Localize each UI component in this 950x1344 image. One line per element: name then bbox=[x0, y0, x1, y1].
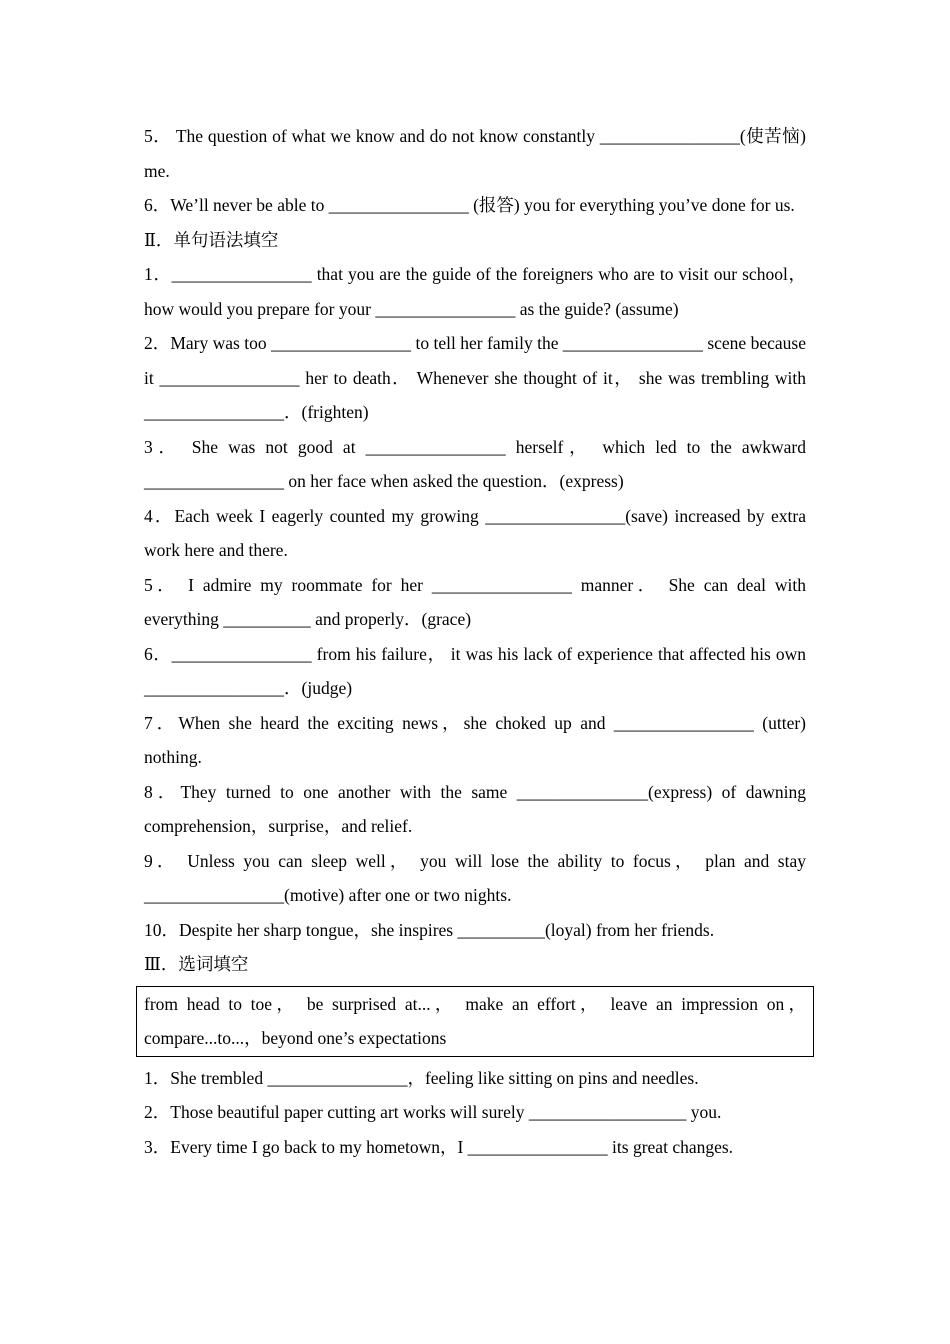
word-bank-box bbox=[136, 986, 814, 1057]
word-bank-text: from head to toe， be surprised at...， make an effort， leave an impression on，compare...to...，beyond one’s expectations bbox=[144, 993, 806, 1048]
exercise-item: 5． The question of what we know and do not know constantly ________________(使苦恼) me. bbox=[144, 126, 806, 181]
exercise-item: 2．Those beautiful paper cutting art works will surely __________________ you. bbox=[144, 1102, 722, 1122]
exercise-item: 5． I admire my roommate for her ________________ manner． She can deal with everything __________ and properly．(grace) bbox=[144, 574, 806, 629]
exercise-item: 8．They turned to one another with the same _______________(express) of dawning comprehension，surprise，and relief. bbox=[144, 781, 806, 836]
exercise-item: 4．Each week I eagerly counted my growing ________________(save) increased by extra work here and there. bbox=[144, 505, 806, 560]
exercise-item: 10．Despite her sharp tongue，she inspires __________(loyal) from her friends. bbox=[144, 919, 715, 940]
exercise-content bbox=[144, 119, 806, 1164]
exercise-item: 9． Unless you can sleep well， you will lose the ability to focus， plan and stay ________________(motive) after one or two nights. bbox=[144, 850, 806, 905]
exercise-item: 1．________________ that you are the guide of the foreigners who are to visit our school，how would you prepare for your ________________ as the guide? (assume) bbox=[144, 264, 806, 319]
exercise-item: 3． She was not good at ________________ herself， which led to the awkward ________________ on her face when asked the question．(express) bbox=[144, 436, 806, 491]
exercise-item: 6．________________ from his failure， it was his lack of experience that affected his own ________________．(judge) bbox=[144, 643, 806, 698]
exercise-item: 3．Every time I go back to my hometown，I ________________ its great changes. bbox=[144, 1136, 734, 1157]
exercise-item: 6．We’ll never be able to ________________ (报答) you for everything you’ve done for us. bbox=[144, 195, 795, 215]
exercise-item: 2．Mary was too ________________ to tell her family the ________________ scene because it ________________ her to death． Whenever she thought of it， she was trembling with ________________．(frighten) bbox=[144, 333, 806, 422]
exercise-item: 7．When she heard the exciting news，she choked up and ________________ (utter) nothing. bbox=[144, 712, 806, 767]
exercise-item: 1．She trembled ________________，feeling like sitting on pins and needles. bbox=[144, 1067, 699, 1088]
section-heading-word-choice: Ⅲ．选词填空 bbox=[144, 954, 249, 974]
section-heading-grammar: Ⅱ．单句语法填空 bbox=[144, 229, 279, 250]
